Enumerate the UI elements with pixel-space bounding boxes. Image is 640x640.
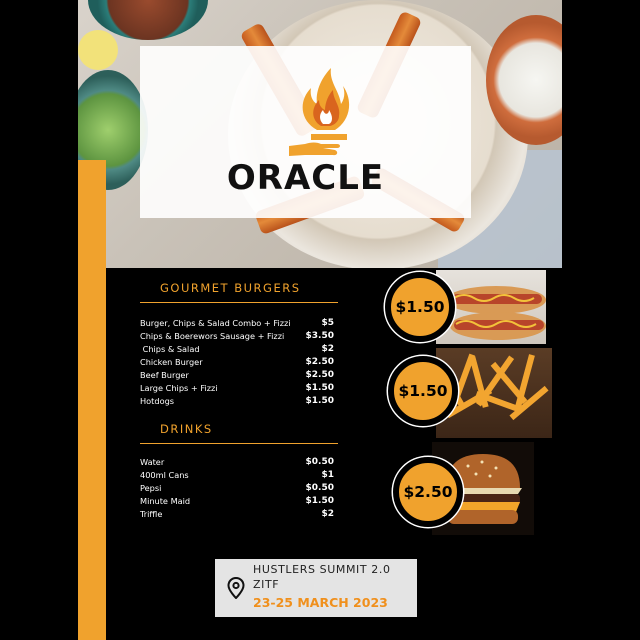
item-name: 400ml Cans xyxy=(140,470,189,480)
item-name: Water xyxy=(140,457,165,467)
section-divider xyxy=(140,302,338,303)
event-info-box xyxy=(215,559,417,617)
accent-strip xyxy=(78,160,106,640)
list-item xyxy=(140,317,334,330)
flame-hand-icon xyxy=(287,60,357,160)
list-item xyxy=(140,395,334,408)
event-name: HUSTLERS SUMMIT 2.0 xyxy=(253,563,391,576)
item-price: $1.50 xyxy=(305,496,334,506)
item-name: Triffle xyxy=(140,509,163,519)
list-item xyxy=(140,456,334,469)
item-price: $5 xyxy=(321,318,334,328)
burger-list xyxy=(140,317,334,408)
item-price: $1 xyxy=(321,470,334,480)
item-name: Chips & Salad xyxy=(140,344,200,354)
item-price: $2 xyxy=(321,509,334,519)
price-badge: $2.50 xyxy=(393,457,463,527)
item-name: Pepsi xyxy=(140,483,162,493)
list-item xyxy=(140,469,334,482)
section-divider xyxy=(140,443,338,444)
list-item xyxy=(140,508,334,521)
price-badge: $1.50 xyxy=(388,356,458,426)
section-title-burgers: GOURMET BURGERS xyxy=(160,281,301,295)
list-item xyxy=(140,369,334,382)
list-item xyxy=(140,382,334,395)
item-price: $2.50 xyxy=(305,370,334,380)
item-price: $1.50 xyxy=(305,383,334,393)
drinks-list xyxy=(140,456,334,521)
item-price: $0.50 xyxy=(305,457,334,467)
item-name: Beef Burger xyxy=(140,370,189,380)
item-name: Hotdogs xyxy=(140,396,175,406)
price-badge: $1.50 xyxy=(385,272,455,342)
lemon-slice xyxy=(78,30,118,70)
item-name: Chicken Burger xyxy=(140,357,203,367)
event-venue: ZITF xyxy=(253,578,280,591)
event-date: 23-25 MARCH 2023 xyxy=(253,595,388,610)
list-item xyxy=(140,482,334,495)
section-title-drinks: DRINKS xyxy=(160,422,213,436)
list-item xyxy=(140,356,334,369)
list-item xyxy=(140,343,334,356)
item-price: $0.50 xyxy=(305,483,334,493)
item-name: Chips & Boerewors Sausage + Fizzi xyxy=(140,331,285,341)
item-name: Burger, Chips & Salad Combo + Fizzi xyxy=(140,318,291,328)
location-pin-icon xyxy=(227,577,245,599)
item-name: Minute Maid xyxy=(140,496,191,506)
list-item xyxy=(140,330,334,343)
brand-name: ORACLE xyxy=(226,158,385,198)
item-price: $2.50 xyxy=(305,357,334,367)
item-price: $1.50 xyxy=(305,396,334,406)
list-item xyxy=(140,495,334,508)
item-price: $3.50 xyxy=(305,331,334,341)
item-price: $2 xyxy=(321,344,334,354)
item-name: Large Chips + Fizzi xyxy=(140,383,218,393)
